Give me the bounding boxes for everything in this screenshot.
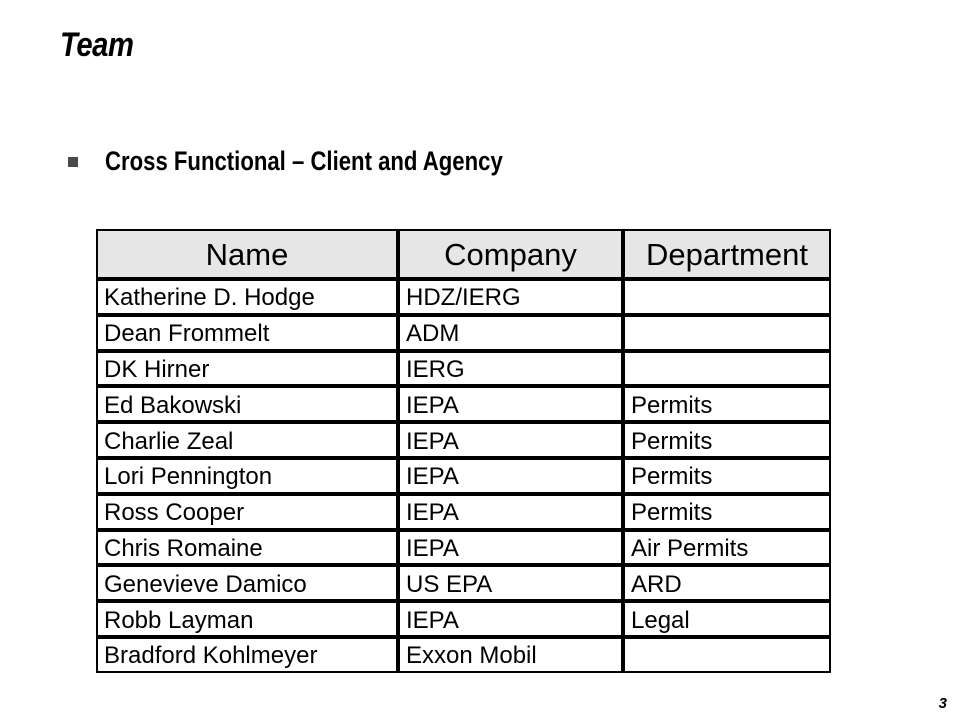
table-cell-company: IEPA	[398, 530, 623, 566]
table-cell-company: Exxon Mobil	[398, 637, 623, 673]
table-cell-department: Legal	[623, 601, 831, 637]
table-cell-name: Charlie Zeal	[96, 422, 398, 458]
table-cell-department: Permits	[623, 422, 831, 458]
table-cell-name: DK Hirner	[96, 351, 398, 387]
column-header-name: Name	[96, 229, 398, 279]
table-cell-name: Katherine D. Hodge	[96, 279, 398, 315]
table-cell-name: Robb Layman	[96, 601, 398, 637]
table-cell-company: IEPA	[398, 386, 623, 422]
table-cell-company: IEPA	[398, 458, 623, 494]
table-cell-company: IEPA	[398, 494, 623, 530]
table-cell-company: ADM	[398, 315, 623, 351]
column-header-department: Department	[623, 229, 831, 279]
table-cell-department	[623, 351, 831, 387]
table-cell-department: Permits	[623, 458, 831, 494]
table-cell-company: IERG	[398, 351, 623, 387]
table-cell-name: Chris Romaine	[96, 530, 398, 566]
table-cell-name: Ed Bakowski	[96, 386, 398, 422]
table-cell-department: Air Permits	[623, 530, 831, 566]
table-cell-department: ARD	[623, 565, 831, 601]
column-header-company: Company	[398, 229, 623, 279]
table-cell-name: Ross Cooper	[96, 494, 398, 530]
table-cell-company: HDZ/IERG	[398, 279, 623, 315]
table-cell-name: Bradford Kohlmeyer	[96, 637, 398, 673]
page-number: 3	[938, 695, 947, 712]
table-cell-department	[623, 279, 831, 315]
bullet-square-icon	[68, 157, 78, 167]
table-cell-department: Permits	[623, 494, 831, 530]
table-cell-name: Dean Frommelt	[96, 315, 398, 351]
table-cell-company: US EPA	[398, 565, 623, 601]
team-table	[96, 229, 831, 673]
table-cell-department: Permits	[623, 386, 831, 422]
table-cell-name: Lori Pennington	[96, 458, 398, 494]
bullet-item	[68, 146, 590, 177]
table-cell-department	[623, 637, 831, 673]
table-cell-name: Genevieve Damico	[96, 565, 398, 601]
slide-title: Team	[60, 26, 134, 64]
table-cell-company: IEPA	[398, 422, 623, 458]
table-cell-company: IEPA	[398, 601, 623, 637]
table-cell-department	[623, 315, 831, 351]
bullet-text: Cross Functional – Client and Agency	[105, 146, 503, 176]
